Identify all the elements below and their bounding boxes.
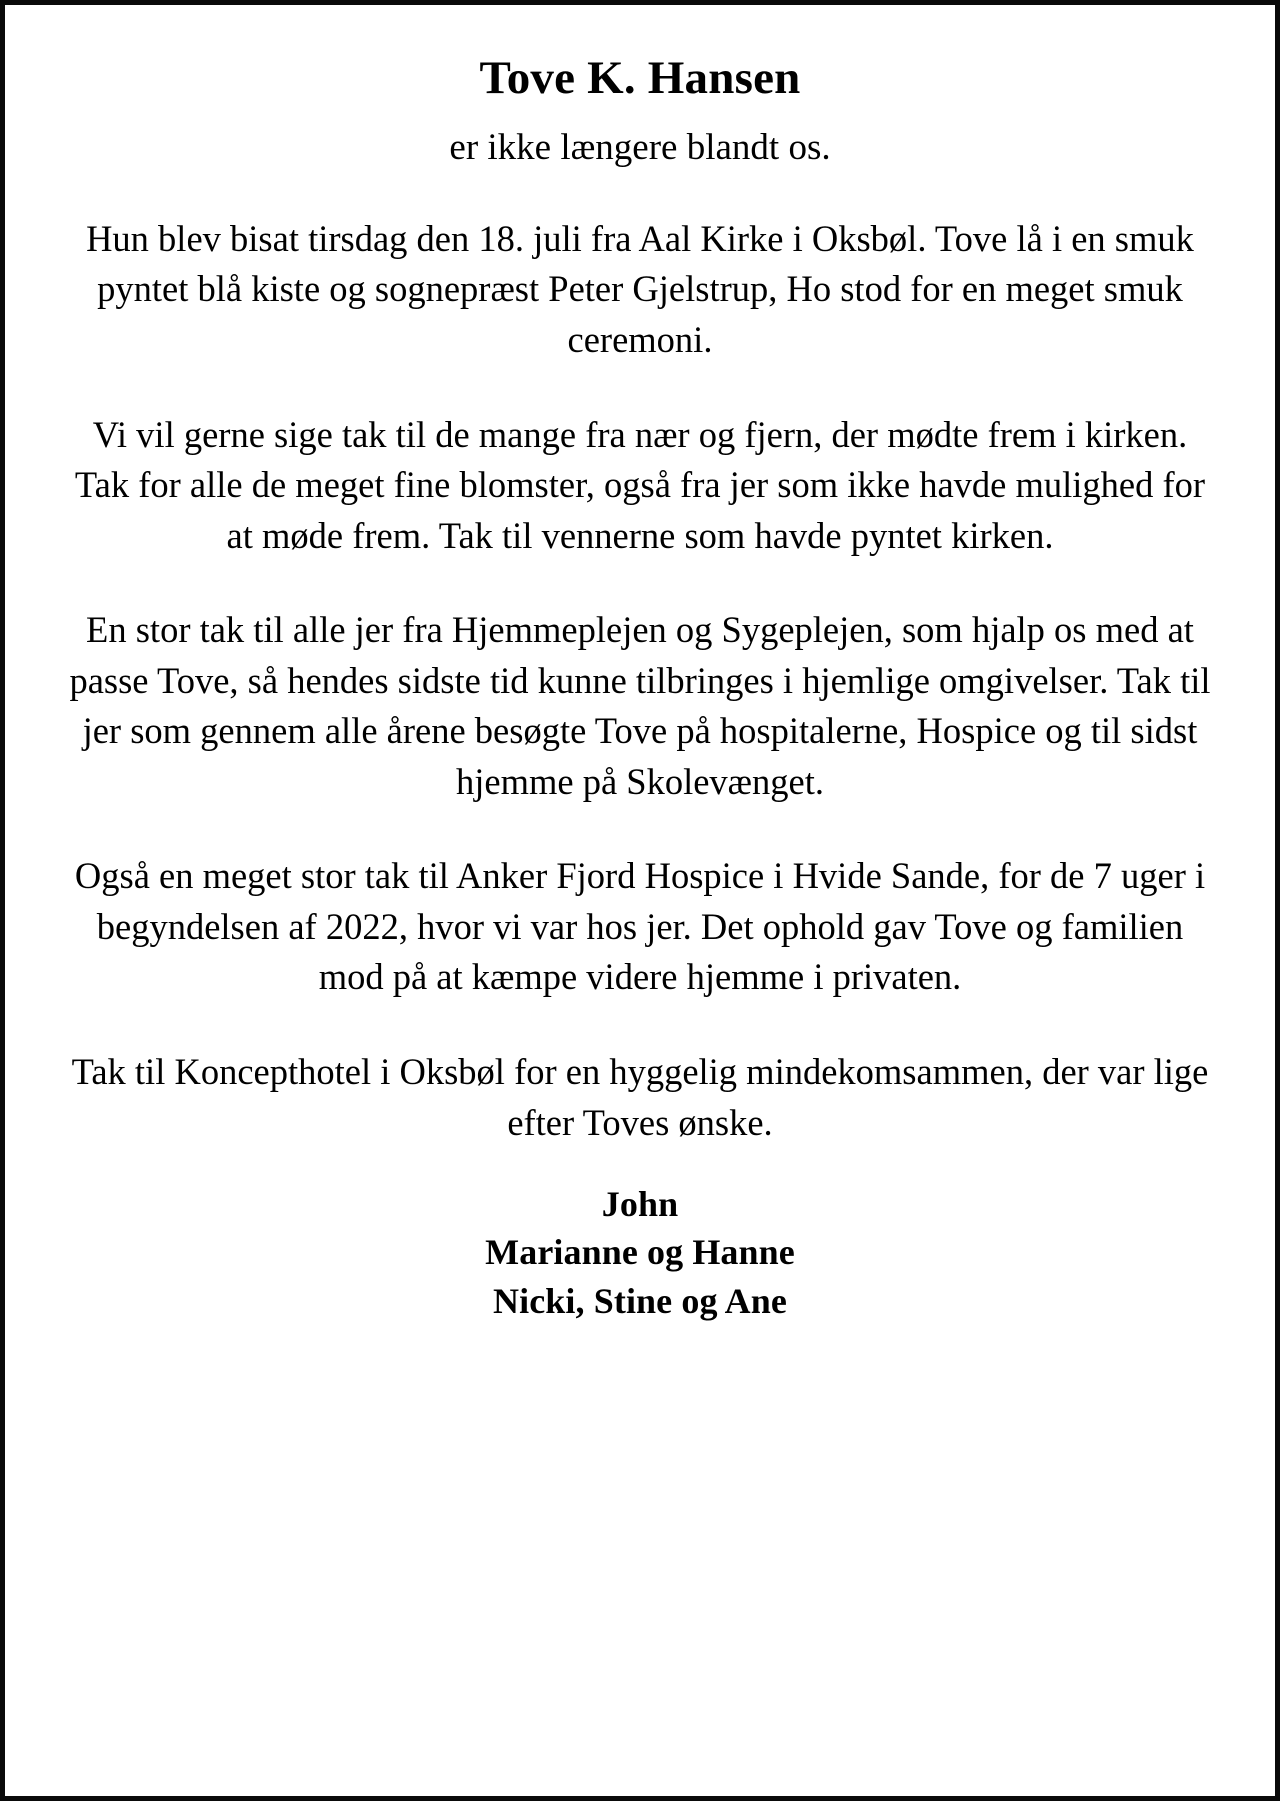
notice-paragraph-koncepthotel: Tak til Koncepthotel i Oksbøl for en hyggelig mindekomsammen, der var lige efter Toves ønske. [71,1051,1209,1143]
notice-paragraph-tak-fremmoedte: Vi vil gerne sige tak til de mange fra nær og fjern, der mødte frem i kirken. Tak for alle de meget fine blomster, også fra jer som ikke havde mulighed for at møde frem. Tak til vennerne som havde pyntet kirken. [74,413,1206,556]
signature-line: Marianne og Hanne [485,1232,795,1273]
signature-line: Nicki, Stine og Ane [493,1280,787,1321]
signature-block [63,1180,1217,1325]
notice-paragraph-hjemmeplejen: En stor tak til alle jer fra Hjemmeplejen og Sygeplejen, som hjalp os med at passe Tove, så hendes sidste tid kunne tilbringes i hjemlige omgivelser. Tak til jer som gennem alle årene besøgte Tove på hospitalerne, Hospice og til sidst hjemme på Skolevænget. [69,609,1211,802]
notice-content [5,5,1275,1796]
notice-paragraph-anker-fjord-hospice: Også en meget stor tak til Anker Fjord Hospice i Hvide Sande, for de 7 uger i begyndelsen af 2022, hvor vi var hos jer. Det ophold gav Tove og familien mod på at kæmpe videre hjemme i privaten. [74,855,1206,998]
signature-line: John [601,1184,679,1225]
deceased-name: Tove K. Hansen [479,52,801,104]
notice-subtitle: er ikke længere blandt os. [449,126,831,168]
notice-paragraph-bisat: Hun blev bisat tirsdag den 18. juli fra Aal Kirke i Oksbøl. Tove lå i en smuk pyntet blå kiste og sognepræst Peter Gjelstrup, Ho stod for en meget smuk ceremoni. [86,217,1194,360]
